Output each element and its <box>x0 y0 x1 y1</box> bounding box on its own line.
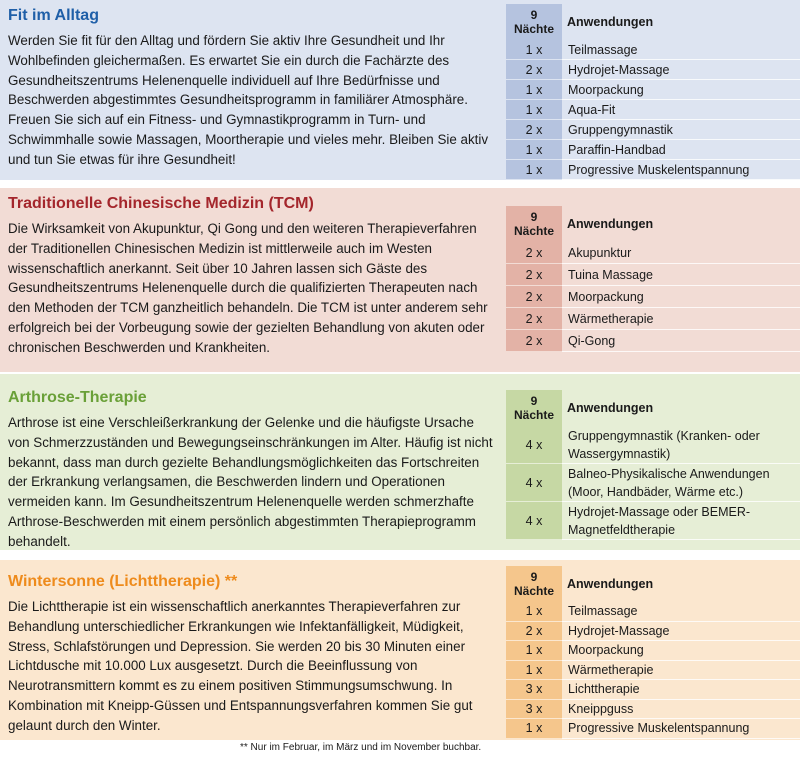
application-cell: Aqua-Fit <box>562 100 800 120</box>
applications-header: Anwendungen <box>567 217 654 231</box>
applications-header: Anwendungen <box>567 401 654 415</box>
table-row <box>506 100 800 120</box>
count-cell: 2 x <box>506 264 562 286</box>
application-cell: Progressive Muskelentspannung <box>562 719 800 739</box>
table-header <box>506 206 800 242</box>
application-cell: Balneo-Physikalische Anwendungen (Moor, Handbäder, Wärme etc.) <box>562 464 800 502</box>
nights-header <box>506 4 562 40</box>
count-cell: 1 x <box>506 160 562 180</box>
table-row <box>506 286 800 308</box>
nights-count-label: 9 <box>530 570 538 584</box>
count-cell: 1 x <box>506 40 562 60</box>
section-title: Fit im Alltag <box>8 7 99 24</box>
table-row <box>506 680 800 700</box>
table-row <box>506 140 800 160</box>
section-text <box>8 6 496 170</box>
table-row <box>506 160 800 180</box>
application-cell: Progressive Muskelentspannung <box>562 160 800 180</box>
count-cell: 2 x <box>506 286 562 308</box>
application-cell: Hydrojet-Massage <box>562 60 800 80</box>
application-cell: Kneippguss <box>562 700 800 720</box>
applications-table <box>506 390 800 540</box>
section-title: Traditionelle Chinesische Medizin (TCM) <box>8 195 314 212</box>
table-row <box>506 622 800 642</box>
application-cell: Paraffin-Handbad <box>562 140 800 160</box>
table-row <box>506 242 800 264</box>
application-cell: Moorpackung <box>562 286 800 308</box>
nights-label: Nächte <box>513 408 554 422</box>
application-cell: Gruppengymnastik (Kranken- oder Wassergymnastik) <box>562 426 800 464</box>
count-cell: 1 x <box>506 719 562 739</box>
section-arthrose-therapie <box>0 374 800 550</box>
table-header <box>506 4 800 40</box>
count-cell: 2 x <box>506 242 562 264</box>
nights-header <box>506 566 562 602</box>
applications-table <box>506 4 800 180</box>
application-cell: Teilmassage <box>562 40 800 60</box>
table-row <box>506 464 800 502</box>
count-cell: 1 x <box>506 80 562 100</box>
count-cell: 4 x <box>506 502 562 540</box>
application-cell: Akupunktur <box>562 242 800 264</box>
table-row <box>506 308 800 330</box>
count-cell: 3 x <box>506 680 562 700</box>
section-title: Wintersonne (Lichttherapie) ** <box>8 573 238 590</box>
count-cell: 3 x <box>506 700 562 720</box>
table-header <box>506 566 800 602</box>
section-text <box>8 572 496 736</box>
application-cell: Qi-Gong <box>562 330 800 352</box>
count-cell: 1 x <box>506 661 562 681</box>
applications-table <box>506 206 800 352</box>
nights-label: Nächte <box>513 584 554 598</box>
table-row <box>506 264 800 286</box>
section-fit-im-alltag <box>0 0 800 180</box>
table-row <box>506 661 800 681</box>
section-description: Die Lichttherapie ist ein wissenschaftlich anerkanntes Therapieverfahren zur Behandlung unterschiedlicher Erkrankungen wie Infektanfälligkeit, Müdigkeit, Stress, Schlafstörungen und Depression. Sie werden 20 bis 30 Minuten einer Lichtdusche mit 10.000 Lux ausgesetzt. Durch die Beeinflussung von Neurotransmittern kommt es zu einem positiven Stimmungsumschwung. In Kombination mit Kneipp-Güssen und Entspannungsverfahren kommen Sie gut gelaunt durch den Winter. <box>8 599 473 733</box>
section-title: Arthrose-Therapie <box>8 389 147 406</box>
table-row <box>506 80 800 100</box>
application-cell: Wärmetherapie <box>562 661 800 681</box>
count-cell: 4 x <box>506 464 562 502</box>
section-description: Die Wirksamkeit von Akupunktur, Qi Gong und den weiteren Therapieverfahren der Traditionellen Chinesischen Medizin ist mittlerweile auch im Westen wissenschaftlich anerkannt. Seit über 10 Jahren lassen sich Gäste des Gesundheitszentrums Helenenquelle durch die qualifizierten Therapeuten nach den Methoden der TCM ganzheitlich behandeln. Die TCM ist unter anderem sehr erfolgreich bei der Vorbeugung sowie der gezielten Behandlung von akuten oder chronischen Beschwerden und Krankheiten. <box>8 221 488 355</box>
section-description: Werden Sie fit für den Alltag und fördern Sie aktiv Ihre Gesundheit und Ihr Wohlbefinden gleichermaßen. Es erwartet Sie ein durch die Fachärzte des Gesundheitszentrums Helenenquelle individuell auf Ihre Bedürfnisse und Beschwerden abgestimmtes Gesundheitsprogramm in familiärer Atmosphäre. Freuen Sie sich auf ein Fitness- und Gymnastikprogramm in Turn- und Schwimmhalle sowie Massagen, Moortherapie und vieles mehr. Bleiben Sie aktiv und tun Sie etwas für ihre Gesundheit! <box>8 33 489 167</box>
applications-header: Anwendungen <box>567 577 654 591</box>
application-cell: Teilmassage <box>562 602 800 622</box>
nights-label: Nächte <box>513 22 554 36</box>
table-row <box>506 641 800 661</box>
application-cell: Wärmetherapie <box>562 308 800 330</box>
nights-count-label: 9 <box>530 210 538 224</box>
table-row <box>506 40 800 60</box>
footnote: ** Nur im Februar, im März und im November buchbar. <box>240 742 482 753</box>
table-row <box>506 426 800 464</box>
table-header <box>506 390 800 426</box>
count-cell: 2 x <box>506 120 562 140</box>
applications-header: Anwendungen <box>562 4 800 40</box>
count-cell: 1 x <box>506 140 562 160</box>
table-row <box>506 502 800 540</box>
count-cell: 1 x <box>506 641 562 661</box>
nights-label: Nächte <box>513 224 554 238</box>
count-cell: 1 x <box>506 602 562 622</box>
application-cell: Moorpackung <box>562 641 800 661</box>
section-tcm <box>0 188 800 372</box>
table-row <box>506 719 800 739</box>
count-cell: 2 x <box>506 622 562 642</box>
nights-count-label: 9 <box>530 394 538 408</box>
application-cell: Moorpackung <box>562 80 800 100</box>
application-cell: Lichttherapie <box>562 680 800 700</box>
table-row <box>506 330 800 352</box>
section-text <box>8 194 496 358</box>
nights-header <box>506 206 562 242</box>
section-wintersonne <box>0 560 800 740</box>
table-row <box>506 602 800 622</box>
count-cell: 2 x <box>506 308 562 330</box>
nights-header <box>506 390 562 426</box>
application-cell: Tuina Massage <box>562 264 800 286</box>
table-row <box>506 120 800 140</box>
count-cell: 4 x <box>506 426 562 464</box>
applications-table <box>506 566 800 739</box>
count-cell: 2 x <box>506 330 562 352</box>
application-cell: Hydrojet-Massage <box>562 622 800 642</box>
count-cell: 1 x <box>506 100 562 120</box>
table-row <box>506 700 800 720</box>
section-description: Arthrose ist eine Verschleißerkrankung der Gelenke und die häufigste Ursache von Schmerzzuständen und Bewegungseinschränkungen im Alter. Häufig ist nicht bekannt, dass man durch gezielte Behandlungsmöglichkeiten das Fortschreiten der Erkrankung verlangsamen, die Beschwerden lindern und Operationen vermeiden kann. Im Gesundheitszentrum Helenenquelle werden schmerzhafte Arthrose-Beschwerden mit einem persönlich abgestimmten Therapieprogramm behandelt. <box>8 415 493 549</box>
application-cell: Gruppengymnastik <box>562 120 800 140</box>
application-cell: Hydrojet-Massage oder BEMER-Magnetfeldtherapie <box>562 502 800 540</box>
nights-count-label: 9 <box>530 8 538 22</box>
section-text <box>8 388 496 552</box>
count-cell: 2 x <box>506 60 562 80</box>
table-row <box>506 60 800 80</box>
